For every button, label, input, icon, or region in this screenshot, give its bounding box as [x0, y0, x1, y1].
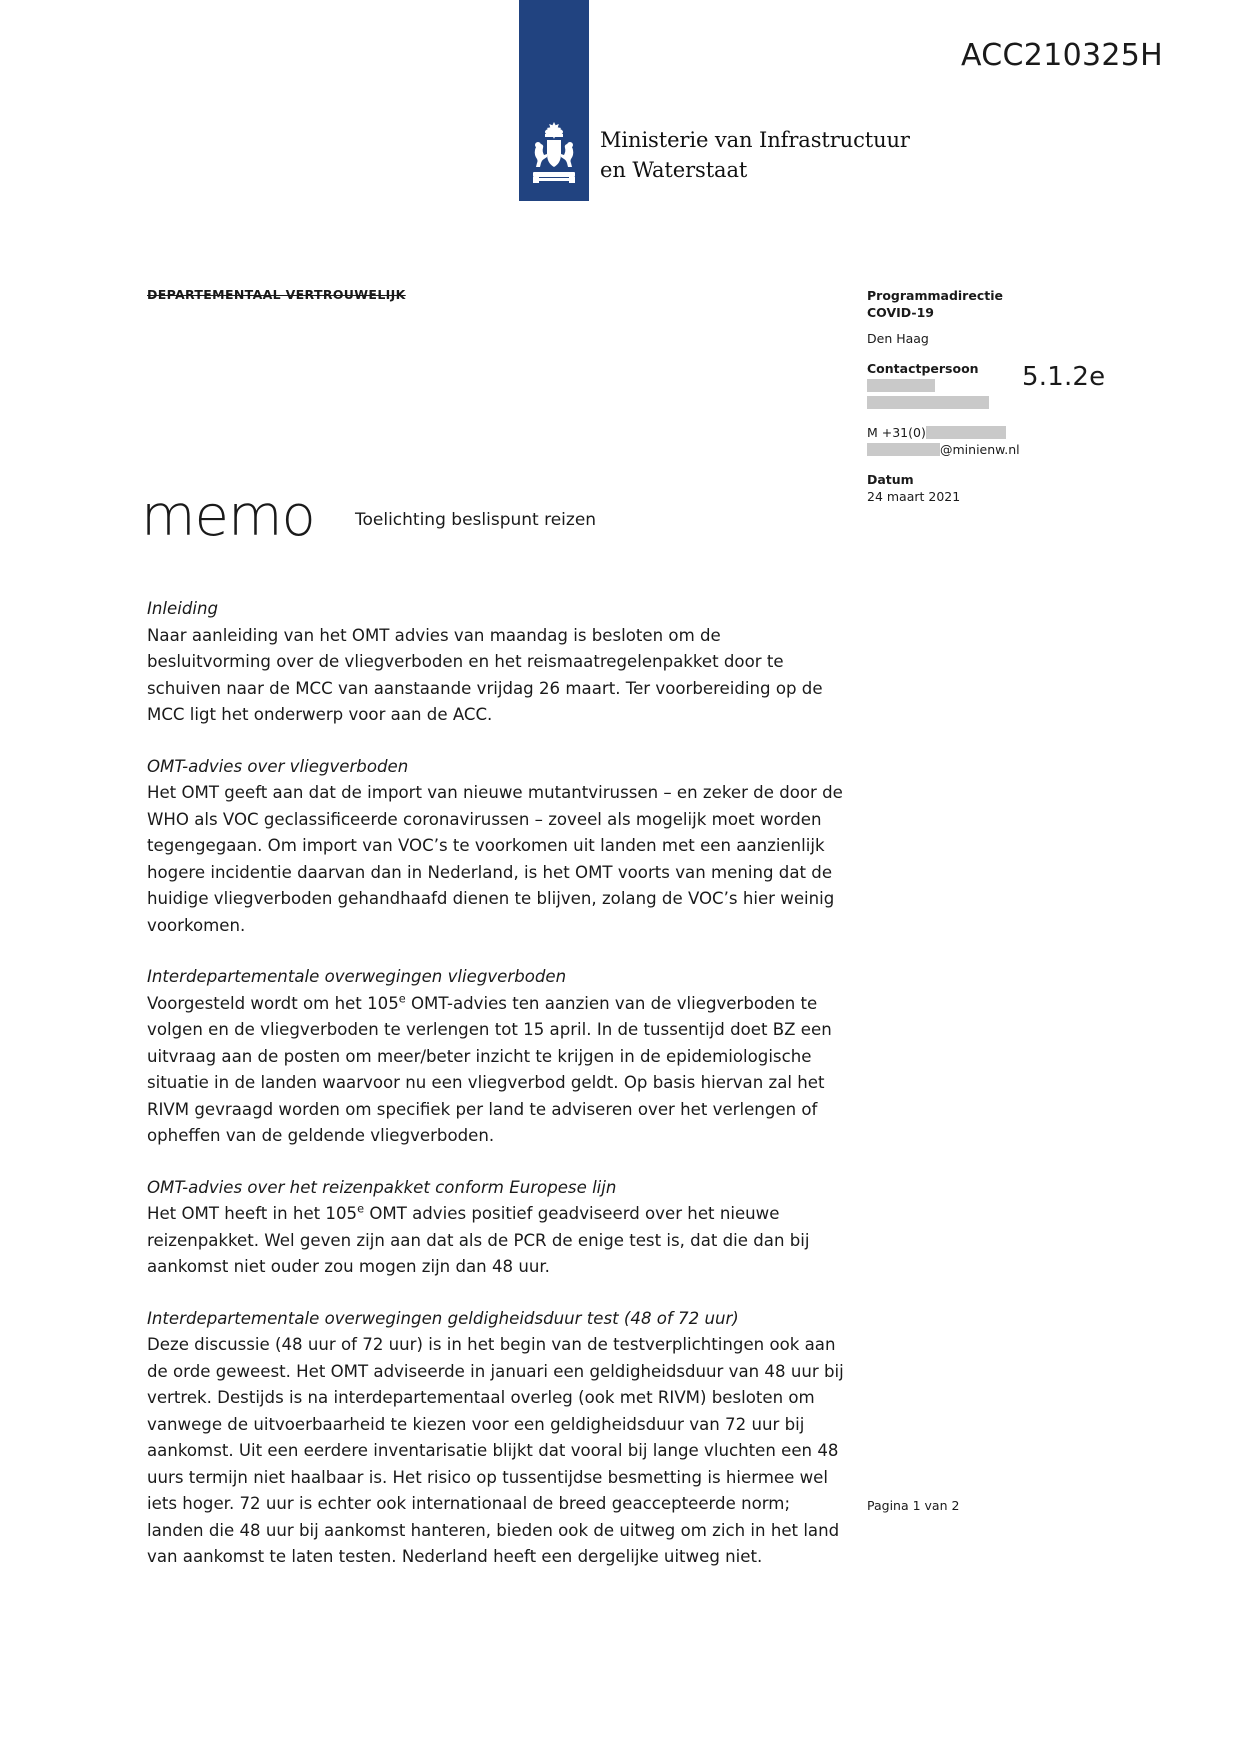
- paragraph-post: OMT advies positief geadviseerd over het nieuwe reizenpakket. Wel geven zijn aan dat als de PCR de enige test is, dat die dan bij aankomst niet ouder zou mogen zijn dan 48 uur.: [147, 1204, 810, 1276]
- meta-contact-label: Contactpersoon: [867, 361, 979, 376]
- section-omt-advies-vliegverboden: [147, 754, 847, 940]
- ordinal-superscript: e: [398, 991, 406, 1005]
- section-heading: Interdepartementale overwegingen geldigheidsduur test (48 of 72 uur): [147, 1308, 739, 1328]
- meta-phone: [867, 424, 1097, 441]
- page-subtitle: Toelichting beslispunt reizen: [355, 510, 597, 530]
- section-paragraph: Deze discussie (48 uur of 72 uur) is in het begin van de testverplichtingen ook aan de orde geweest. Het OMT adviseerde in januari een geldigheidsduur van 48 uur bij vertrek. Destijds is na interdepartementaal overleg (ook met RIVM) besloten om vanwege de uitvoerbaarheid te kiezen voor een geldigheidsduur van 72 uur bij aankomst. Uit een eerdere inventarisatie blijkt dat vooral bij lange vluchten een 48 uurs termijn niet haalbaar is. Het risico op tussentijdse besmetting is hiermee wel iets hoger. 72 uur is echter ook internationaal de breed geaccepteerde norm; landen die 48 uur bij aankomst hanteren, bieden ook de uitweg om zich in het land van aankomst te laten testen. Nederland heeft een dergelijke uitweg niet.: [147, 1335, 844, 1566]
- document-body: [147, 596, 847, 1571]
- meta-date: [867, 471, 1097, 505]
- meta-phone-email: [867, 424, 1097, 458]
- section-paragraph: [147, 1201, 847, 1281]
- redaction-box: [867, 396, 989, 409]
- meta-directorate-line2: COVID-19: [867, 305, 934, 320]
- section-paragraph: Het OMT geeft aan dat de import van nieuwe mutantvirussen – en zeker de door de WHO als VOC geclassificeerde coronavirussen – zoveel als mogelijk moet worden tegengegaan. Om import van VOC’s te voorkomen uit landen met een aanzienlijk hogere incidentie daarvan dan in Nederland, is het OMT voorts van mening dat de huidige vliegverboden gehandhaafd dienen te blijven, zolang de VOC’s hier weinig voorkomen.: [147, 783, 843, 935]
- paragraph-pre: Voorgesteld wordt om het 105: [147, 993, 399, 1013]
- meta-city: Den Haag: [867, 331, 929, 346]
- meta-phone-prefix: M +31(0): [867, 425, 926, 440]
- section-paragraph: [147, 991, 847, 1150]
- dutch-government-crest-icon: [521, 118, 587, 190]
- section-heading: Inleiding: [147, 599, 219, 618]
- section-omt-advies-reizenpakket: [147, 1175, 847, 1281]
- ministry-name-line1: Ministerie van Infrastructuur: [600, 128, 910, 152]
- classification-marking: DEPARTEMENTAAL VERTROUWELIJK: [147, 287, 406, 302]
- section-interdepartementale-vliegverboden: [147, 964, 847, 1150]
- paragraph-pre: Het OMT heeft in het 105: [147, 1204, 358, 1223]
- meta-date-label: Datum: [867, 472, 914, 487]
- redaction-box: [867, 443, 940, 456]
- ministry-name: [600, 125, 910, 185]
- section-inleiding: [147, 596, 847, 729]
- redaction-box: [867, 379, 935, 392]
- meta-date-value: 24 maart 2021: [867, 489, 961, 504]
- page-title: memo: [141, 484, 315, 549]
- ordinal-superscript: e: [357, 1202, 365, 1216]
- meta-contact-role-redacted: [867, 394, 1097, 411]
- document-code: ACC210325H: [961, 38, 1163, 73]
- section-paragraph: Naar aanleiding van het OMT advies van maandag is besloten om de besluitvorming over de vliegverboden en het reismaatregelenpakket door te schuiven naar de MCC van aanstaande vrijdag 26 maart. Ter voorbereiding op de MCC ligt het onderwerp voor aan de ACC.: [147, 625, 823, 724]
- redaction-code-label: 5.1.2e: [1022, 362, 1106, 392]
- redaction-box: [926, 426, 1006, 439]
- section-heading: OMT-advies over vliegverboden: [147, 756, 409, 776]
- meta-directorate: [867, 287, 1097, 321]
- section-interdepartementale-geldigheidsduur: [147, 1306, 847, 1571]
- document-meta-block: [867, 287, 1097, 518]
- section-heading: Interdepartementale overwegingen vliegverboden: [147, 967, 567, 986]
- meta-email: [867, 441, 1097, 458]
- page-footer: Pagina 1 van 2: [867, 1498, 960, 1513]
- section-heading: OMT-advies over het reizenpakket conform Europese lijn: [147, 1177, 617, 1197]
- paragraph-post: OMT-advies ten aanzien van de vliegverboden te volgen en de vliegverboden te verlengen tot 15 april. In de tussentijd doet BZ een uitvraag aan de posten om meer/beter inzicht te krijgen in de epidemiologische situatie in de landen waarvoor nu een vliegverbod geldt. Op basis hiervan zal het RIVM gevraagd worden om specifiek per land te adviseren over het verlengen of opheffen van de geldende vliegverboden.: [147, 993, 832, 1145]
- meta-directorate-line1: Programmadirectie: [867, 288, 1003, 303]
- meta-email-domain: @minienw.nl: [940, 442, 1020, 457]
- ministry-name-line2: en Waterstaat: [600, 158, 748, 182]
